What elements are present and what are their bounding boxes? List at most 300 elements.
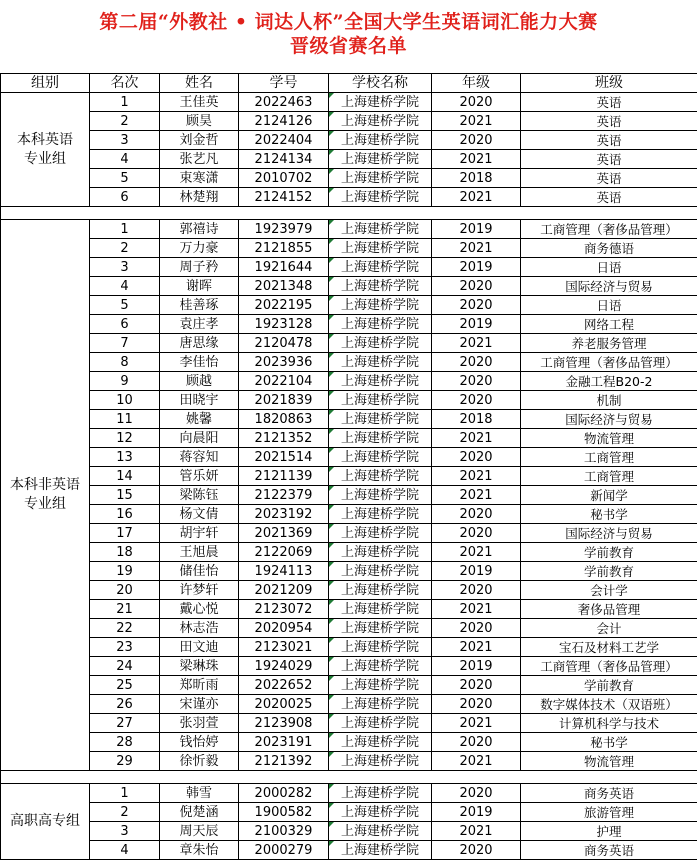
table-row	[1, 562, 697, 581]
school-cell: 上海建桥学院	[329, 334, 432, 353]
name-cell: 顾越	[160, 372, 239, 391]
student-id-cell: 2020954	[239, 619, 329, 638]
group-name-cell: 本科非英语 专业组	[1, 220, 90, 771]
name-cell: 张艺凡	[160, 150, 239, 169]
name-cell: 倪楚涵	[160, 803, 239, 822]
table-row	[1, 334, 697, 353]
name-cell: 杨文倩	[160, 505, 239, 524]
table-row	[1, 841, 697, 860]
table-row	[1, 752, 697, 771]
grade-cell: 2020	[432, 619, 521, 638]
student-id-cell: 1923128	[239, 315, 329, 334]
name-cell: 周天辰	[160, 822, 239, 841]
grade-cell: 2020	[432, 581, 521, 600]
class-cell: 商务英语	[521, 784, 697, 803]
rank-cell: 22	[90, 619, 160, 638]
student-id-cell: 2123021	[239, 638, 329, 657]
student-id-cell: 2010702	[239, 169, 329, 188]
table-row	[1, 220, 697, 239]
spacer-cell	[90, 207, 160, 220]
rank-cell: 4	[90, 277, 160, 296]
school-cell: 上海建桥学院	[329, 150, 432, 169]
class-cell: 英语	[521, 150, 697, 169]
table-row	[1, 353, 697, 372]
class-cell: 工商管理（奢侈品管理）	[521, 353, 697, 372]
table-row	[1, 524, 697, 543]
class-cell: 新闻学	[521, 486, 697, 505]
table-row	[1, 784, 697, 803]
school-cell: 上海建桥学院	[329, 822, 432, 841]
school-cell: 上海建桥学院	[329, 188, 432, 207]
table-row	[1, 277, 697, 296]
school-cell: 上海建桥学院	[329, 112, 432, 131]
school-cell: 上海建桥学院	[329, 131, 432, 150]
spacer-cell	[329, 207, 432, 220]
school-cell: 上海建桥学院	[329, 562, 432, 581]
grade-cell: 2020	[432, 784, 521, 803]
school-cell: 上海建桥学院	[329, 752, 432, 771]
name-cell: 姚馨	[160, 410, 239, 429]
student-id-cell: 2124134	[239, 150, 329, 169]
name-cell: 袁庄孝	[160, 315, 239, 334]
name-cell: 钱怡婷	[160, 733, 239, 752]
grade-cell: 2020	[432, 448, 521, 467]
grade-cell: 2020	[432, 676, 521, 695]
name-cell: 桂善琢	[160, 296, 239, 315]
student-id-cell: 2022463	[239, 93, 329, 112]
class-cell: 计算机科学与技术	[521, 714, 697, 733]
school-cell: 上海建桥学院	[329, 695, 432, 714]
student-id-cell: 2121139	[239, 467, 329, 486]
spacer-cell	[90, 771, 160, 784]
grade-cell: 2021	[432, 822, 521, 841]
grade-cell: 2019	[432, 220, 521, 239]
student-id-cell: 2022404	[239, 131, 329, 150]
rank-cell: 1	[90, 220, 160, 239]
student-id-cell: 2021348	[239, 277, 329, 296]
table-row	[1, 372, 697, 391]
grade-cell: 2019	[432, 315, 521, 334]
school-cell: 上海建桥学院	[329, 429, 432, 448]
group-spacer-row	[1, 771, 697, 784]
rank-cell: 8	[90, 353, 160, 372]
rank-cell: 3	[90, 131, 160, 150]
school-cell: 上海建桥学院	[329, 467, 432, 486]
rank-cell: 2	[90, 239, 160, 258]
spacer-cell	[160, 207, 239, 220]
name-cell: 郑昕雨	[160, 676, 239, 695]
table-row	[1, 505, 697, 524]
grade-cell: 2018	[432, 169, 521, 188]
student-id-cell: 2021369	[239, 524, 329, 543]
school-cell: 上海建桥学院	[329, 841, 432, 860]
name-cell: 王佳英	[160, 93, 239, 112]
name-cell: 李佳怡	[160, 353, 239, 372]
title-block	[0, 0, 697, 73]
student-id-cell: 1923979	[239, 220, 329, 239]
group-name-cell: 本科英语 专业组	[1, 93, 90, 207]
class-cell: 英语	[521, 169, 697, 188]
spacer-cell	[521, 771, 697, 784]
student-id-cell: 2121352	[239, 429, 329, 448]
student-id-cell: 1924113	[239, 562, 329, 581]
table-row	[1, 714, 697, 733]
rank-cell: 12	[90, 429, 160, 448]
name-cell: 宋谨亦	[160, 695, 239, 714]
class-cell: 网络工程	[521, 315, 697, 334]
rank-cell: 1	[90, 784, 160, 803]
table-row	[1, 822, 697, 841]
school-cell: 上海建桥学院	[329, 93, 432, 112]
name-cell: 周子矜	[160, 258, 239, 277]
rank-cell: 10	[90, 391, 160, 410]
school-cell: 上海建桥学院	[329, 733, 432, 752]
header-school: 学校名称	[329, 74, 432, 93]
school-cell: 上海建桥学院	[329, 600, 432, 619]
name-cell: 胡宇轩	[160, 524, 239, 543]
name-cell: 唐思缘	[160, 334, 239, 353]
name-cell: 顾昊	[160, 112, 239, 131]
class-cell: 金融工程B20-2	[521, 372, 697, 391]
name-cell: 万力豪	[160, 239, 239, 258]
spacer-cell	[432, 771, 521, 784]
rank-cell: 4	[90, 150, 160, 169]
name-cell: 管乐妍	[160, 467, 239, 486]
school-cell: 上海建桥学院	[329, 315, 432, 334]
rank-cell: 6	[90, 315, 160, 334]
table-row	[1, 657, 697, 676]
header-row	[1, 74, 697, 93]
student-id-cell: 2000279	[239, 841, 329, 860]
rank-cell: 17	[90, 524, 160, 543]
table-row	[1, 803, 697, 822]
grade-cell: 2019	[432, 803, 521, 822]
class-cell: 护理	[521, 822, 697, 841]
table-row	[1, 150, 697, 169]
rank-cell: 19	[90, 562, 160, 581]
table-row	[1, 695, 697, 714]
table-row	[1, 467, 697, 486]
spacer-cell	[160, 771, 239, 784]
table-body	[1, 93, 697, 860]
grade-cell: 2019	[432, 657, 521, 676]
school-cell: 上海建桥学院	[329, 372, 432, 391]
student-id-cell: 2123072	[239, 600, 329, 619]
grade-cell: 2020	[432, 372, 521, 391]
rank-cell: 27	[90, 714, 160, 733]
page-title: 第二届“外教社 • 词达人杯”全国大学生英语词汇能力大赛	[0, 10, 697, 34]
table-row	[1, 315, 697, 334]
rank-cell: 2	[90, 112, 160, 131]
student-id-cell: 2022195	[239, 296, 329, 315]
spacer-cell	[432, 207, 521, 220]
name-cell: 蒋容知	[160, 448, 239, 467]
student-id-cell: 2021209	[239, 581, 329, 600]
student-id-cell: 2021839	[239, 391, 329, 410]
school-cell: 上海建桥学院	[329, 619, 432, 638]
name-cell: 梁陈钰	[160, 486, 239, 505]
table-row	[1, 676, 697, 695]
grade-cell: 2021	[432, 429, 521, 448]
name-cell: 林楚翔	[160, 188, 239, 207]
student-id-cell: 2120478	[239, 334, 329, 353]
header-name: 姓名	[160, 74, 239, 93]
class-cell: 数字媒体技术（双语班）	[521, 695, 697, 714]
table-row	[1, 391, 697, 410]
header-student-id: 学号	[239, 74, 329, 93]
name-cell: 田晓宇	[160, 391, 239, 410]
student-id-cell: 2022104	[239, 372, 329, 391]
rank-cell: 23	[90, 638, 160, 657]
name-cell: 章朱怡	[160, 841, 239, 860]
class-cell: 英语	[521, 131, 697, 150]
name-cell: 张羽萱	[160, 714, 239, 733]
table-row	[1, 93, 697, 112]
rank-cell: 25	[90, 676, 160, 695]
name-cell: 储佳怡	[160, 562, 239, 581]
rank-cell: 2	[90, 803, 160, 822]
class-cell: 学前教育	[521, 562, 697, 581]
class-cell: 英语	[521, 112, 697, 131]
table-row	[1, 410, 697, 429]
grade-cell: 2020	[432, 841, 521, 860]
header-group: 组别	[1, 74, 90, 93]
student-id-cell: 1900582	[239, 803, 329, 822]
student-id-cell: 2121855	[239, 239, 329, 258]
school-cell: 上海建桥学院	[329, 277, 432, 296]
class-cell: 旅游管理	[521, 803, 697, 822]
spacer-cell	[521, 207, 697, 220]
name-cell: 向晨阳	[160, 429, 239, 448]
rank-cell: 28	[90, 733, 160, 752]
school-cell: 上海建桥学院	[329, 258, 432, 277]
grade-cell: 2020	[432, 277, 521, 296]
class-cell: 国际经济与贸易	[521, 410, 697, 429]
grade-cell: 2020	[432, 353, 521, 372]
table-row	[1, 638, 697, 657]
name-cell: 郭禧诗	[160, 220, 239, 239]
rank-cell: 29	[90, 752, 160, 771]
student-id-cell: 2021514	[239, 448, 329, 467]
school-cell: 上海建桥学院	[329, 581, 432, 600]
school-cell: 上海建桥学院	[329, 505, 432, 524]
student-id-cell: 1924029	[239, 657, 329, 676]
school-cell: 上海建桥学院	[329, 448, 432, 467]
school-cell: 上海建桥学院	[329, 410, 432, 429]
name-cell: 谢晖	[160, 277, 239, 296]
rank-cell: 5	[90, 169, 160, 188]
rank-cell: 15	[90, 486, 160, 505]
rank-cell: 16	[90, 505, 160, 524]
grade-cell: 2021	[432, 467, 521, 486]
rank-cell: 21	[90, 600, 160, 619]
table-row	[1, 112, 697, 131]
class-cell: 商务德语	[521, 239, 697, 258]
grade-cell: 2021	[432, 334, 521, 353]
header-class: 班级	[521, 74, 697, 93]
rank-cell: 3	[90, 258, 160, 277]
class-cell: 宝石及材料工艺学	[521, 638, 697, 657]
class-cell: 日语	[521, 258, 697, 277]
student-id-cell: 2121392	[239, 752, 329, 771]
student-id-cell: 2020025	[239, 695, 329, 714]
rank-cell: 24	[90, 657, 160, 676]
class-cell: 秘书学	[521, 733, 697, 752]
student-id-cell: 1820863	[239, 410, 329, 429]
rank-cell: 13	[90, 448, 160, 467]
student-id-cell: 2122069	[239, 543, 329, 562]
school-cell: 上海建桥学院	[329, 714, 432, 733]
name-cell: 梁琳珠	[160, 657, 239, 676]
grade-cell: 2019	[432, 562, 521, 581]
school-cell: 上海建桥学院	[329, 638, 432, 657]
student-id-cell: 2023936	[239, 353, 329, 372]
table-row	[1, 188, 697, 207]
table-row	[1, 169, 697, 188]
spacer-cell	[239, 207, 329, 220]
name-cell: 韩雪	[160, 784, 239, 803]
school-cell: 上海建桥学院	[329, 239, 432, 258]
name-cell: 林志浩	[160, 619, 239, 638]
school-cell: 上海建桥学院	[329, 543, 432, 562]
grade-cell: 2020	[432, 296, 521, 315]
school-cell: 上海建桥学院	[329, 803, 432, 822]
spacer-cell	[239, 771, 329, 784]
name-cell: 王旭晨	[160, 543, 239, 562]
school-cell: 上海建桥学院	[329, 391, 432, 410]
class-cell: 学前教育	[521, 543, 697, 562]
results-table	[0, 73, 697, 860]
spacer-cell	[329, 771, 432, 784]
grade-cell: 2021	[432, 150, 521, 169]
rank-cell: 14	[90, 467, 160, 486]
grade-cell: 2020	[432, 391, 521, 410]
rank-cell: 4	[90, 841, 160, 860]
spacer-cell	[1, 771, 90, 784]
name-cell: 许梦轩	[160, 581, 239, 600]
class-cell: 工商管理（奢侈品管理）	[521, 220, 697, 239]
grade-cell: 2021	[432, 112, 521, 131]
school-cell: 上海建桥学院	[329, 486, 432, 505]
class-cell: 工商管理	[521, 467, 697, 486]
class-cell: 物流管理	[521, 429, 697, 448]
grade-cell: 2021	[432, 638, 521, 657]
table-row	[1, 600, 697, 619]
rank-cell: 20	[90, 581, 160, 600]
table-row	[1, 296, 697, 315]
grade-cell: 2021	[432, 543, 521, 562]
grade-cell: 2021	[432, 600, 521, 619]
table-row	[1, 733, 697, 752]
school-cell: 上海建桥学院	[329, 169, 432, 188]
name-cell: 戴心悦	[160, 600, 239, 619]
header-rank: 名次	[90, 74, 160, 93]
rank-cell: 6	[90, 188, 160, 207]
school-cell: 上海建桥学院	[329, 657, 432, 676]
grade-cell: 2020	[432, 93, 521, 112]
school-cell: 上海建桥学院	[329, 296, 432, 315]
grade-cell: 2020	[432, 131, 521, 150]
class-cell: 秘书学	[521, 505, 697, 524]
class-cell: 会计学	[521, 581, 697, 600]
name-cell: 田文迪	[160, 638, 239, 657]
grade-cell: 2021	[432, 486, 521, 505]
rank-cell: 26	[90, 695, 160, 714]
grade-cell: 2021	[432, 752, 521, 771]
student-id-cell: 2123908	[239, 714, 329, 733]
rank-cell: 7	[90, 334, 160, 353]
page-subtitle: 晋级省赛名单	[0, 34, 697, 58]
grade-cell: 2019	[432, 258, 521, 277]
table-row	[1, 486, 697, 505]
class-cell: 机制	[521, 391, 697, 410]
spacer-cell	[1, 207, 90, 220]
grade-cell: 2020	[432, 733, 521, 752]
student-id-cell: 2124152	[239, 188, 329, 207]
student-id-cell: 2100329	[239, 822, 329, 841]
school-cell: 上海建桥学院	[329, 524, 432, 543]
table-row	[1, 581, 697, 600]
rank-cell: 9	[90, 372, 160, 391]
grade-cell: 2020	[432, 524, 521, 543]
table-row	[1, 258, 697, 277]
table-row	[1, 448, 697, 467]
student-id-cell: 2124126	[239, 112, 329, 131]
header-grade: 年级	[432, 74, 521, 93]
class-cell: 工商管理	[521, 448, 697, 467]
name-cell: 刘金哲	[160, 131, 239, 150]
name-cell: 束寒潇	[160, 169, 239, 188]
school-cell: 上海建桥学院	[329, 676, 432, 695]
class-cell: 日语	[521, 296, 697, 315]
grade-cell: 2021	[432, 239, 521, 258]
class-cell: 学前教育	[521, 676, 697, 695]
class-cell: 工商管理（奢侈品管理）	[521, 657, 697, 676]
class-cell: 国际经济与贸易	[521, 277, 697, 296]
group-name-cell: 高职高专组	[1, 784, 90, 860]
grade-cell: 2021	[432, 714, 521, 733]
rank-cell: 1	[90, 93, 160, 112]
student-id-cell: 1921644	[239, 258, 329, 277]
grade-cell: 2020	[432, 695, 521, 714]
student-id-cell: 2022652	[239, 676, 329, 695]
class-cell: 商务英语	[521, 841, 697, 860]
class-cell: 物流管理	[521, 752, 697, 771]
table-row	[1, 131, 697, 150]
table-row	[1, 619, 697, 638]
class-cell: 英语	[521, 188, 697, 207]
table-row	[1, 239, 697, 258]
class-cell: 会计	[521, 619, 697, 638]
student-id-cell: 2122379	[239, 486, 329, 505]
grade-cell: 2021	[432, 188, 521, 207]
class-cell: 养老服务管理	[521, 334, 697, 353]
rank-cell: 5	[90, 296, 160, 315]
student-id-cell: 2023191	[239, 733, 329, 752]
grade-cell: 2018	[432, 410, 521, 429]
class-cell: 奢侈品管理	[521, 600, 697, 619]
name-cell: 徐忻毅	[160, 752, 239, 771]
school-cell: 上海建桥学院	[329, 784, 432, 803]
grade-cell: 2020	[432, 505, 521, 524]
student-id-cell: 2000282	[239, 784, 329, 803]
student-id-cell: 2023192	[239, 505, 329, 524]
school-cell: 上海建桥学院	[329, 220, 432, 239]
class-cell: 英语	[521, 93, 697, 112]
rank-cell: 3	[90, 822, 160, 841]
rank-cell: 18	[90, 543, 160, 562]
school-cell: 上海建桥学院	[329, 353, 432, 372]
